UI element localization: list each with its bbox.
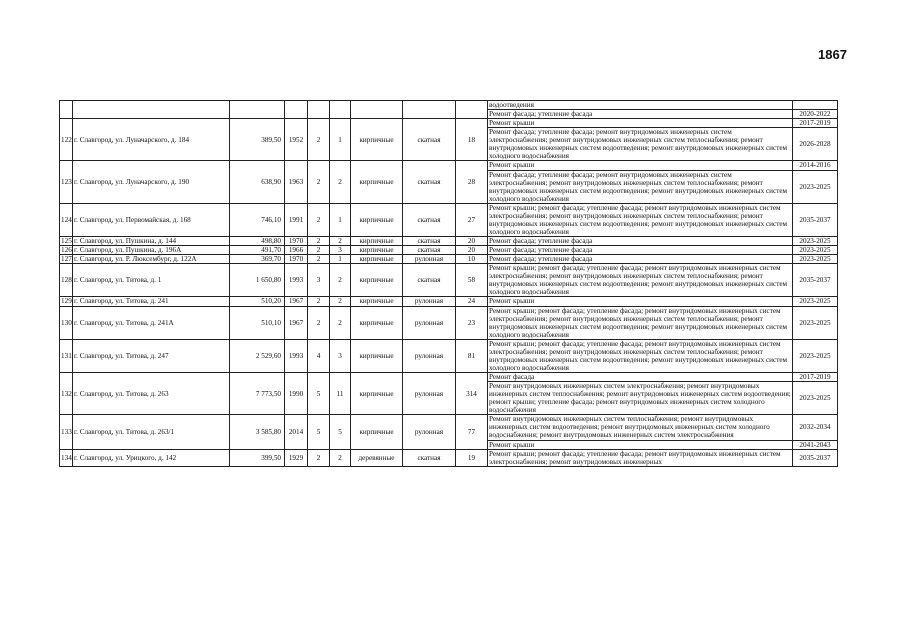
roof-type-cell: скатная: [403, 161, 456, 203]
table-row: [60, 255, 838, 264]
wall-material-cell: кирпичные: [351, 237, 403, 246]
repair-period-cell: 2023-2025: [793, 382, 838, 415]
row-number: 127: [61, 255, 72, 264]
repair-work-cell: Ремонт фасада; утепление фасада: [488, 237, 793, 246]
repair-work-cell: Ремонт крыши; ремонт фасада; утепление фасада; ремонт внутридомовых инженерных систем электроснабжения; ремонт внутридомовых инженерных систем теплоснабжения; ремонт внутридомовых инженерных систем водоотведения; ремонт внутридомовых инженерных систем холодного водоснабжения: [488, 306, 793, 339]
roof-type-cell: рулонная: [403, 415, 456, 449]
year-built-cell: 1993: [285, 339, 308, 372]
address-cell: г. Славгород, ул. Пушкина, д. 196А: [73, 246, 230, 255]
address-cell: г. Славгород, ул. Р. Люксембург, д. 122А: [73, 255, 230, 264]
address-cell: г. Славгород, ул. Титова, д. 263/1: [73, 415, 230, 449]
roof-type-cell: рулонная: [403, 297, 456, 306]
wall-material-cell: кирпичные: [351, 255, 403, 264]
repair-period-cell: 2017-2019: [793, 373, 838, 382]
table-row: [60, 297, 838, 306]
year-built-cell: 1990: [285, 373, 308, 415]
row-number: 132: [60, 373, 73, 415]
address-cell: г. Славгород, ул. Титова, д. 1: [73, 264, 230, 297]
repair-work-cell: Ремонт крыши: [488, 119, 793, 128]
entrances-cell: [330, 101, 351, 119]
flats-cell: 77: [456, 415, 488, 449]
address-cell: г. Славгород, ул. Титова, д. 241А: [73, 306, 230, 339]
row-number: 131: [60, 339, 73, 372]
area-cell: [230, 101, 285, 119]
wall-material-cell: кирпичные: [351, 161, 403, 203]
row-number: 129: [61, 297, 72, 306]
flats-cell: 58: [456, 264, 488, 297]
page-number: 1867: [818, 47, 847, 62]
roof-type-cell: скатная: [403, 203, 456, 236]
repair-period-cell: 2020-2022: [793, 110, 838, 119]
repair-work-cell: Ремонт фасада; утепление фасада: [488, 246, 793, 255]
wall-material-cell: [351, 101, 403, 119]
repair-period-cell: 2035-2037: [793, 449, 838, 466]
area-cell: 389,50: [230, 119, 285, 161]
area-cell: 2 529,60: [230, 339, 285, 372]
flats-cell: 20: [456, 246, 488, 255]
entrances-cell: 3: [330, 246, 351, 255]
floors-cell: 4: [308, 339, 330, 372]
year-built-cell: 1966: [285, 246, 308, 255]
floors-cell: 2: [308, 203, 330, 236]
repair-work-cell: Ремонт внутридомовых инженерных систем электроснабжения; ремонт внутридомовых инженерных систем теплоснабжения; ремонт внутридомовых инженерных систем водоотведения; ремонт крыши; утепление фасада; ремонт внутридомовых инженерных систем холодного водоснабжения: [489, 382, 791, 415]
repair-work-cell: Ремонт фасада; утепление фасада; ремонт внутридомовых инженерных систем электроснабжения; ремонт внутридомовых инженерных систем теплоснабжения; ремонт внутридомовых инженерных систем водоотведения; ремонт внутридомовых инженерных систем холодного водоснабжения: [488, 128, 793, 161]
table-row: [60, 119, 838, 128]
flats-cell: 24: [456, 297, 488, 306]
repair-period-cell: 2032-2034: [793, 415, 838, 440]
entrances-cell: 11: [330, 373, 351, 415]
flats-cell: 19: [456, 449, 488, 466]
flats-cell: 314: [456, 373, 488, 415]
flats-cell: 20: [456, 237, 488, 246]
floors-cell: 2: [308, 297, 330, 306]
table-row: [60, 373, 838, 382]
entrances-cell: 2: [330, 297, 351, 306]
repair-work-cell: Ремонт крыши; ремонт фасада; утепление фасада; ремонт внутридомовых инженерных систем электроснабжения; ремонт внутридомовых инженерных систем теплоснабжения; ремонт внутридомовых инженерных систем водоотведения; ремонт внутридомовых инженерных систем холодного водоснабжения: [488, 203, 793, 236]
address-cell: г. Славгород, ул. Пушкина, д. 144: [73, 237, 230, 246]
roof-type-cell: рулонная: [403, 339, 456, 372]
repair-work-cell: водоотведения: [488, 101, 793, 110]
address-cell: г. Славгород, ул. Титова, д. 241: [73, 297, 230, 306]
wall-material-cell: кирпичные: [351, 297, 403, 306]
address-cell: [73, 101, 230, 119]
year-built-cell: 1967: [285, 297, 308, 306]
entrances-cell: 2: [330, 161, 351, 203]
row-number: 124: [60, 203, 73, 236]
floors-cell: 5: [308, 415, 330, 449]
roof-type-cell: скатная: [403, 246, 456, 255]
wall-material-cell: кирпичные: [351, 306, 403, 339]
row-number: 126: [61, 246, 72, 255]
repair-work-cell: Ремонт фасада: [488, 373, 793, 382]
roof-type-cell: рулонная: [403, 373, 456, 415]
year-built-cell: 1970: [285, 255, 308, 264]
year-built-cell: 1970: [285, 237, 308, 246]
repair-period-cell: 2023-2025: [793, 237, 838, 246]
floors-cell: 2: [308, 237, 330, 246]
entrances-cell: 5: [330, 415, 351, 449]
repair-work-cell: Ремонт фасада; утепление фасада; ремонт внутридомовых инженерных систем электроснабжения; ремонт внутридомовых инженерных систем теплоснабжения; ремонт внутридомовых инженерных систем водоотведения; ремонт внутридомовых инженерных систем холодного водоснабжения: [488, 170, 793, 203]
wall-material-cell: деревянные: [351, 449, 403, 466]
table-row: [60, 101, 838, 110]
roof-type-cell: скатная: [403, 119, 456, 161]
roof-type-cell: скатная: [403, 449, 456, 466]
repair-period-cell: 2023-2025: [793, 339, 838, 372]
table-row: [60, 306, 838, 339]
roof-type-cell: рулонная: [403, 255, 456, 264]
floors-cell: 2: [308, 119, 330, 161]
wall-material-cell: кирпичные: [351, 264, 403, 297]
flats-cell: [456, 101, 488, 119]
row-number: 128: [60, 264, 73, 297]
area-cell: 510,10: [230, 306, 285, 339]
roof-type-cell: рулонная: [403, 306, 456, 339]
repair-period-cell: 2035-2037: [793, 264, 838, 297]
wall-material-cell: кирпичные: [351, 339, 403, 372]
repair-work-cell: Ремонт фасада; утепление фасада: [488, 255, 793, 264]
roof-type-cell: [403, 101, 456, 119]
year-built-cell: 1952: [285, 119, 308, 161]
repair-period-cell: 2035-2037: [793, 203, 838, 236]
repair-period-cell: 2014-2016: [793, 161, 838, 170]
flats-cell: 23: [456, 306, 488, 339]
year-built-cell: 1929: [285, 449, 308, 466]
floors-cell: 5: [308, 373, 330, 415]
table-row: [60, 415, 838, 440]
address-cell: г. Славгород, ул. Луначарского, д. 190: [73, 161, 230, 203]
wall-material-cell: кирпичные: [351, 203, 403, 236]
wall-material-cell: кирпичные: [351, 373, 403, 415]
area-cell: 3 585,80: [230, 415, 285, 449]
flats-cell: 10: [456, 255, 488, 264]
flats-cell: 28: [456, 161, 488, 203]
entrances-cell: 1: [330, 255, 351, 264]
wall-material-cell: кирпичные: [351, 119, 403, 161]
row-number: 133: [60, 415, 73, 449]
floors-cell: 3: [308, 264, 330, 297]
flats-cell: 27: [456, 203, 488, 236]
repair-period-cell: 2023-2025: [793, 170, 838, 203]
year-built-cell: 1991: [285, 203, 308, 236]
address-cell: г. Славгород, ул. Луначарского, д. 184: [73, 119, 230, 161]
entrances-cell: 1: [330, 119, 351, 161]
capital-repair-table: [59, 100, 838, 467]
area-cell: 638,90: [230, 161, 285, 203]
table-row: [60, 203, 838, 236]
year-built-cell: 1993: [285, 264, 308, 297]
wall-material-cell: кирпичные: [351, 246, 403, 255]
repair-work-cell: Ремонт крыши: [488, 161, 793, 170]
flats-cell: 18: [456, 119, 488, 161]
repair-work-cell: Ремонт внутридомовых инженерных систем теплоснабжения; ремонт внутридомовых инженерных систем водоотведения; ремонт внутридомовых инженерных систем холодного водоснабжения; ремонт внутридомовых инженерных систем электроснабжения: [488, 415, 793, 440]
table-row: [60, 339, 838, 372]
table-row: [60, 449, 838, 466]
repair-period-cell: 2023-2025: [793, 255, 838, 264]
repair-period-cell: 2023-2025: [793, 297, 838, 306]
table-row: [60, 264, 838, 297]
row-number: 125: [61, 237, 72, 245]
floors-cell: 2: [308, 306, 330, 339]
floors-cell: 2: [308, 161, 330, 203]
repair-work-cell: Ремонт крыши: [488, 297, 793, 306]
table-row: [60, 237, 838, 246]
area-cell: 746,10: [230, 203, 285, 236]
repair-work-cell: Ремонт крыши; ремонт фасада; утепление фасада; ремонт внутридомовых инженерных систем электроснабжения; ремонт внутридомовых инженерных систем теплоснабжения; ремонт внутридомовых инженерных систем водоотведения; ремонт внутридомовых инженерных систем холодного водоснабжения: [488, 264, 793, 297]
row-number: 130: [60, 306, 73, 339]
entrances-cell: 2: [330, 306, 351, 339]
floors-cell: 2: [308, 246, 330, 255]
entrances-cell: 2: [330, 237, 351, 246]
repair-work-cell: Ремонт крыши; ремонт фасада; утепление фасада; ремонт внутридомовых инженерных систем электроснабжения; ремонт внутридомовых инженерных: [488, 449, 793, 466]
entrances-cell: 2: [330, 449, 351, 466]
roof-type-cell: скатная: [403, 264, 456, 297]
table-row: [60, 161, 838, 170]
area-cell: 399,50: [230, 449, 285, 466]
area-cell: 491,70: [230, 246, 285, 255]
repair-period-cell: 2023-2025: [793, 306, 838, 339]
row-number: 134: [60, 449, 73, 466]
year-built-cell: [285, 101, 308, 119]
area-cell: 498,80: [230, 237, 285, 246]
repair-work-cell: Ремонт крыши: [488, 440, 793, 449]
wall-material-cell: кирпичные: [351, 415, 403, 449]
repair-period-cell: 2041-2043: [793, 440, 838, 449]
floors-cell: 2: [308, 255, 330, 264]
row-number: [60, 101, 73, 119]
year-built-cell: 1967: [285, 306, 308, 339]
floors-cell: 2: [308, 449, 330, 466]
repair-period-cell: [793, 101, 838, 110]
repair-period-cell: 2017-2019: [793, 119, 838, 128]
address-cell: г. Славгород, ул. Урицкого, д. 142: [73, 449, 230, 466]
repair-period-cell: 2023-2025: [793, 246, 838, 255]
address-cell: г. Славгород, ул. Первомайская, д. 168: [73, 203, 230, 236]
area-cell: 7 773,50: [230, 373, 285, 415]
entrances-cell: 3: [330, 339, 351, 372]
row-number: 123: [60, 161, 73, 203]
area-cell: 510,20: [230, 297, 285, 306]
address-cell: г. Славгород, ул. Титова, д. 247: [73, 339, 230, 372]
address-cell: г. Славгород, ул. Титова, д. 263: [73, 373, 230, 415]
entrances-cell: 1: [330, 203, 351, 236]
flats-cell: 81: [456, 339, 488, 372]
area-cell: 369,70: [230, 255, 285, 264]
row-number: 122: [60, 119, 73, 161]
repair-period-cell: 2026-2028: [793, 128, 838, 161]
table-row: [60, 246, 838, 255]
repair-work-cell: Ремонт фасада; утепление фасада: [488, 110, 793, 119]
floors-cell: [308, 101, 330, 119]
year-built-cell: 1963: [285, 161, 308, 203]
roof-type-cell: скатная: [403, 237, 456, 246]
repair-work-cell: Ремонт крыши; ремонт фасада; утепление фасада; ремонт внутридомовых инженерных систем электроснабжения; ремонт внутридомовых инженерных систем теплоснабжения; ремонт внутридомовых инженерных систем водоотведения; ремонт внутридомовых инженерных систем холодного водоснабжения: [488, 339, 793, 372]
area-cell: 1 650,80: [230, 264, 285, 297]
year-built-cell: 2014: [285, 415, 308, 449]
entrances-cell: 2: [330, 264, 351, 297]
